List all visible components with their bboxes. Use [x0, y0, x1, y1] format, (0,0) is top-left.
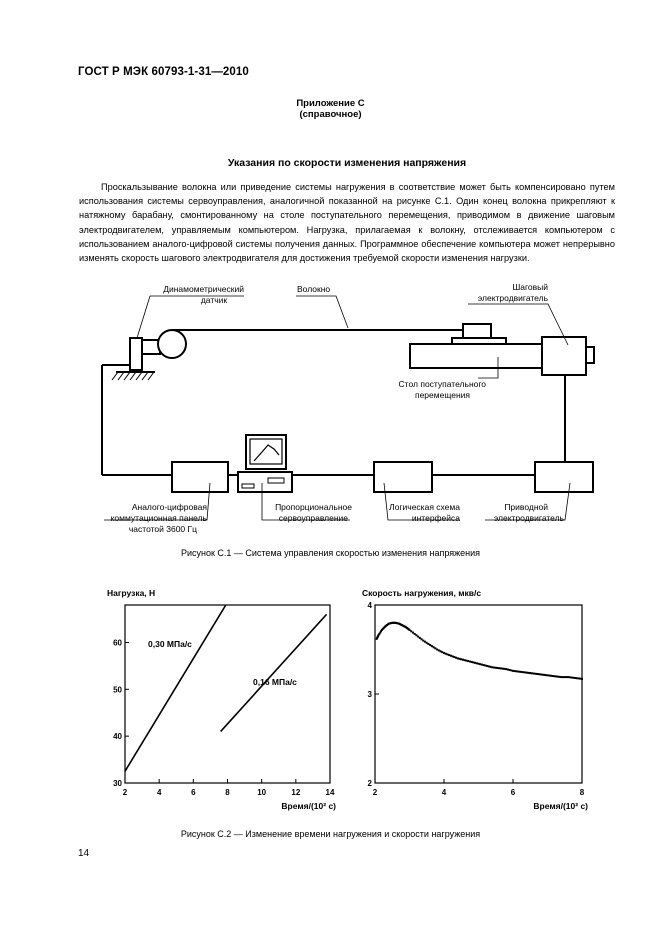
chart2-point — [383, 626, 385, 628]
chart2-point — [427, 643, 429, 645]
chart2-point — [478, 663, 480, 665]
stepper-motor — [542, 337, 594, 375]
chart2-point — [448, 654, 450, 656]
chart2-point — [394, 622, 396, 624]
appendix-subtitle: (справочное) — [299, 109, 362, 120]
chart2-point — [421, 638, 423, 640]
chart2-point — [547, 674, 549, 676]
figure-c2-caption: Рисунок С.2 — Изменение времени нагружения и скорости нагружения — [180, 829, 481, 839]
chart2-point — [576, 677, 578, 679]
chart2-point — [414, 633, 416, 635]
chart1-xtick-label: 6 — [191, 788, 196, 797]
chart1-ytick-label: 40 — [113, 732, 122, 742]
chart2-point — [500, 667, 502, 669]
chart2-point — [498, 667, 500, 669]
chart2-point — [571, 677, 573, 679]
chart2-point — [526, 672, 528, 674]
chart2-point — [488, 665, 490, 667]
chart2-point — [565, 676, 567, 678]
chart2-point — [515, 670, 517, 672]
drive-box — [535, 462, 593, 492]
chart1-ytick-label: 60 — [113, 638, 122, 648]
chart2-point — [502, 668, 504, 670]
figure-c2-charts — [0, 580, 661, 820]
label-sensor-2: датчик — [200, 295, 228, 305]
paragraph-text: Проскальзывание волокна или приведение системы нагружения в соответствие может быть компенсировано путем использования системы сервоуправления, аналогичной показанной на рисунке С.1. Один конец волокна прикрепляют к натяжному барабану, смонтированному на столе поступательного перемещения, приводимом в движение шаговым электродвигателем, управляемым компьютером. Нагрузка, прилагаемая к волокну, отслеживается компьютером с использованием аналого-цифровой системы получения данных. Программное обеспечение компьютера может непрерывно изменять скорость шагового электродвигателя для достижения требуемой скорости изменения нагрузки. — [79, 182, 615, 264]
chart2-point — [441, 651, 443, 653]
chart2-point — [557, 676, 559, 678]
chart2-point — [524, 671, 526, 673]
chart2-point — [450, 655, 452, 657]
chart2-point — [540, 673, 542, 675]
chart2-point — [484, 665, 486, 667]
chart2-point — [471, 661, 473, 663]
chart1-xtick-label: 8 — [225, 788, 230, 797]
chart2-point — [419, 637, 421, 639]
chart2-point — [533, 673, 535, 675]
chart2-point — [429, 644, 431, 646]
chart2-point — [491, 666, 493, 668]
label-servo-2: сервоуправление — [278, 513, 348, 523]
leader-fiber — [296, 296, 348, 328]
chart2-point — [408, 628, 410, 630]
chart2-point — [517, 671, 519, 673]
chart2-point — [377, 635, 379, 637]
chart2-point — [469, 661, 471, 663]
chart1-series-label: 0,30 МПа/с — [148, 639, 192, 649]
chart2-point — [401, 624, 403, 626]
chart2-point — [564, 676, 566, 678]
label-adc-1: Аналого-цифровая — [131, 502, 207, 512]
chart2-point — [522, 671, 524, 673]
chart1-ytick-label: 50 — [113, 685, 122, 695]
label-stepper-2: электродвигатель — [477, 293, 548, 303]
chart2-xtick-label: 2 — [372, 788, 378, 797]
chart1-ytick-label: 30 — [113, 779, 122, 788]
chart1-xlabel: Время/(10² с) — [281, 801, 336, 811]
chart2-point — [543, 674, 545, 676]
chart2-point — [424, 641, 426, 643]
label-fiber: Волокно — [297, 284, 331, 294]
chart2-point — [555, 675, 557, 677]
chart1-xtick-label: 10 — [257, 788, 267, 797]
chart2-ytick-label: 3 — [367, 690, 372, 699]
chart2-point — [422, 640, 424, 642]
chart2-point — [467, 660, 469, 662]
section-title: Указания по скорости изменения напряжения — [227, 157, 467, 169]
chart2-point — [431, 645, 433, 647]
chart2-point — [550, 675, 552, 677]
label-drive-1: Приводной — [504, 502, 548, 512]
chart2-point — [531, 672, 533, 674]
chart2-point — [552, 675, 554, 677]
chart2-xtick-label: 4 — [441, 788, 447, 797]
label-table-1: Стол поступательного — [398, 379, 486, 389]
label-sensor-1: Динамометрический — [163, 284, 244, 294]
chart2-point — [579, 678, 581, 680]
chart2-point — [483, 664, 485, 666]
chart2-point — [380, 630, 382, 632]
chart2-point — [440, 650, 442, 652]
chart2-point — [410, 630, 412, 632]
chart2-xtick-label: 8 — [579, 788, 585, 797]
chart2-xlabel: Время/(10² с) — [533, 801, 588, 811]
label-logic-2: интерфейса — [411, 513, 460, 523]
logic-box — [374, 462, 432, 492]
chart2-point — [536, 673, 538, 675]
page-number: 14 — [78, 848, 90, 859]
label-stepper-1: Шаговый — [512, 282, 548, 292]
chart1-series-line — [221, 614, 327, 731]
chart1-series-line — [125, 605, 226, 771]
label-table-2: перемещения — [414, 390, 470, 400]
chart2-point — [574, 677, 576, 679]
label-adc-2: коммутационная панель — [110, 513, 207, 523]
chart2-point — [417, 636, 419, 638]
chart2-point — [512, 670, 514, 672]
chart2-point — [459, 658, 461, 660]
chart2-point — [464, 659, 466, 661]
chart2-point — [436, 649, 438, 651]
chart2-point — [479, 663, 481, 665]
chart2-point — [519, 671, 521, 673]
chart2-point — [567, 676, 569, 678]
chart2-point — [505, 668, 507, 670]
chart2-point — [481, 664, 483, 666]
chart2-point — [496, 667, 498, 669]
chart2-ytick-label: 4 — [367, 601, 372, 610]
chart1-xtick-label: 14 — [325, 788, 335, 797]
chart2-point — [534, 673, 536, 675]
label-logic-1: Логическая схема — [389, 502, 460, 512]
chart2-point — [562, 676, 564, 678]
chart2-point — [541, 674, 543, 676]
chart2-point — [528, 672, 530, 674]
chart2-point — [514, 670, 516, 672]
chart2-point — [415, 634, 417, 636]
chart1-ylabel: Нагрузка, Н — [107, 588, 156, 598]
chart2-point — [474, 662, 476, 664]
chart2-point — [538, 673, 540, 675]
drum-circle — [158, 330, 186, 358]
chart2-point — [510, 669, 512, 671]
chart2-point — [548, 675, 550, 677]
chart2-point — [529, 672, 531, 674]
chart2-point — [490, 666, 492, 668]
document-header: ГОСТ Р МЭК 60793-1-31—2010 — [78, 66, 249, 78]
chart2-point — [434, 647, 436, 649]
label-drive-2: электродвигатель — [493, 513, 564, 523]
chart2-point — [455, 657, 457, 659]
chart2-frame — [375, 605, 582, 783]
chart2-point — [572, 677, 574, 679]
chart2-point — [433, 646, 435, 648]
figure-c1-caption: Рисунок С.1 — Система управления скоростью изменения напряжения — [180, 548, 481, 558]
chart2-point — [465, 660, 467, 662]
chart2-point — [472, 661, 474, 663]
chart2-ylabel: Скорость нагружения, мкв/с — [362, 588, 482, 598]
chart2-point — [553, 675, 555, 677]
chart2-point — [462, 659, 464, 661]
chart1-series-label: 0,16 МПа/с — [253, 677, 297, 687]
chart2-point — [503, 668, 505, 670]
chart2-point — [486, 665, 488, 667]
chart2-point — [397, 622, 399, 624]
chart2-point — [443, 652, 445, 654]
chart2-point — [507, 669, 509, 671]
chart2-point — [460, 658, 462, 660]
chart2-point — [452, 655, 454, 657]
chart-rate-vs-time — [362, 588, 588, 811]
chart2-point — [581, 678, 583, 680]
chart2-point — [495, 667, 497, 669]
chart2-point — [476, 662, 478, 664]
chart2-point — [559, 676, 561, 678]
chart2-point — [404, 626, 406, 628]
chart2-point — [412, 632, 414, 634]
chart2-point — [493, 667, 495, 669]
label-servo-1: Пропорциональное — [275, 502, 352, 512]
chart2-point — [521, 671, 523, 673]
chart1-xtick-label: 2 — [122, 788, 128, 797]
label-adc-3: частотой 3600 Гц — [128, 524, 197, 534]
chart1-xtick-label: 12 — [291, 788, 301, 797]
chart2-point — [446, 653, 448, 655]
chart-load-vs-time — [107, 588, 336, 811]
computer — [238, 435, 292, 492]
chart2-point — [569, 676, 571, 678]
chart2-point — [438, 649, 440, 651]
chart2-point — [560, 676, 562, 678]
chart2-point — [453, 656, 455, 658]
leader-sensor — [137, 296, 244, 338]
force-sensor — [112, 330, 186, 380]
chart2-ytick-label: 2 — [367, 779, 372, 788]
adc-box — [172, 462, 228, 492]
chart2-point — [509, 669, 511, 671]
chart2-point — [426, 642, 428, 644]
chart2-xtick-label: 6 — [510, 788, 516, 797]
chart1-xtick-label: 4 — [156, 788, 162, 797]
chart2-point — [457, 657, 459, 659]
chart2-point — [445, 653, 447, 655]
chart1-frame — [125, 605, 330, 783]
chart2-point — [545, 674, 547, 676]
chart2-point — [387, 623, 389, 625]
chart2-point — [390, 622, 392, 624]
appendix-title: Приложение С — [296, 98, 365, 109]
chart2-point — [578, 677, 580, 679]
